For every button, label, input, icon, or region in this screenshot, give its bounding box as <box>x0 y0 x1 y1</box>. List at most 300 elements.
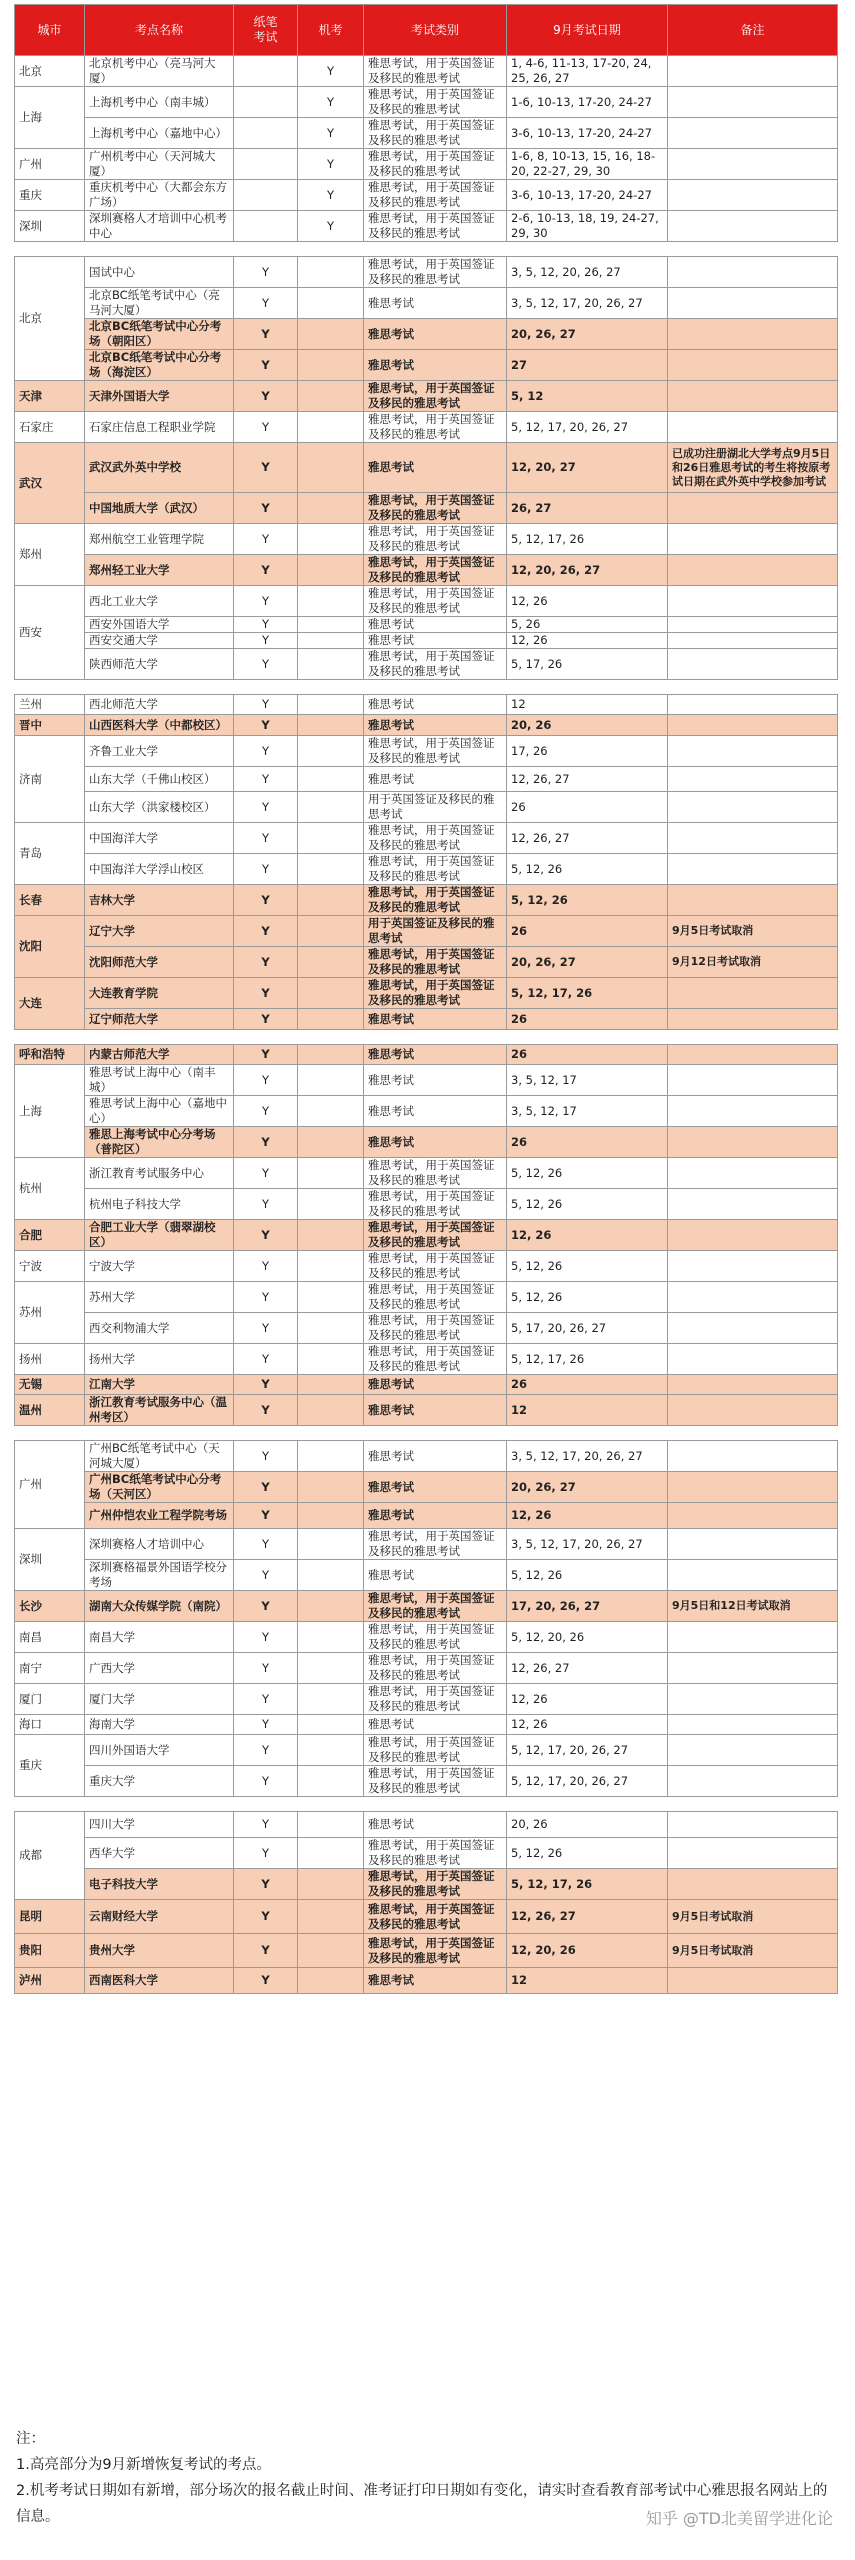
paper-cell: Y <box>234 443 298 493</box>
note-cell <box>668 1684 838 1715</box>
venue-cell: 西华大学 <box>85 1838 234 1869</box>
venue-cell: 浙江教育考试服务中心（温州考区） <box>85 1395 234 1426</box>
computer-cell <box>298 978 364 1009</box>
computer-cell: Y <box>298 180 364 211</box>
note-cell <box>668 1096 838 1127</box>
table-row <box>15 1622 838 1653</box>
city-cell: 西安 <box>15 586 85 680</box>
venue-cell: 西北师范大学 <box>85 695 234 715</box>
city-cell: 石家庄 <box>15 412 85 443</box>
type-cell: 雅思考试，用于英国签证及移民的雅思考试 <box>364 1934 507 1968</box>
note-cell <box>668 854 838 885</box>
note-cell <box>668 1838 838 1869</box>
computer-cell <box>298 1934 364 1968</box>
type-cell: 雅思考试 <box>364 1395 507 1426</box>
computer-cell <box>298 1344 364 1375</box>
dates-cell: 5, 12, 26 <box>507 1838 668 1869</box>
computer-cell <box>298 1766 364 1797</box>
type-cell: 雅思考试，用于英国签证及移民的雅思考试 <box>364 1900 507 1934</box>
computer-cell <box>298 715 364 736</box>
venue-cell: 中国地质大学（武汉） <box>85 493 234 524</box>
type-cell: 雅思考试，用于英国签证及移民的雅思考试 <box>364 1313 507 1344</box>
dates-cell: 5, 17, 20, 26, 27 <box>507 1313 668 1344</box>
header-note: 备注 <box>668 5 838 56</box>
note-cell <box>668 1715 838 1735</box>
table-row <box>15 767 838 792</box>
city-cell: 重庆 <box>15 180 85 211</box>
header-city: 城市 <box>15 5 85 56</box>
paper-cell: Y <box>234 854 298 885</box>
computer-cell: Y <box>298 211 364 242</box>
venue-cell: 齐鲁工业大学 <box>85 736 234 767</box>
venue-cell: 上海机考中心（南丰城） <box>85 87 234 118</box>
note-cell <box>668 555 838 586</box>
computer-cell <box>298 1158 364 1189</box>
paper-cell: Y <box>234 1344 298 1375</box>
paper-cell: Y <box>234 1189 298 1220</box>
venue-cell: 雅思考试上海中心（嘉地中心） <box>85 1096 234 1127</box>
table-row <box>15 493 838 524</box>
computer-cell <box>298 350 364 381</box>
table-row <box>15 649 838 680</box>
city-cell: 苏州 <box>15 1282 85 1344</box>
dates-cell: 26 <box>507 916 668 947</box>
table-row <box>15 978 838 1009</box>
venue-cell: 郑州轻工业大学 <box>85 555 234 586</box>
type-cell: 雅思考试，用于英国签证及移民的雅思考试 <box>364 1158 507 1189</box>
computer-cell <box>298 1009 364 1030</box>
note-cell <box>668 149 838 180</box>
venue-cell: 沈阳师范大学 <box>85 947 234 978</box>
type-cell: 雅思考试 <box>364 1009 507 1030</box>
venue-cell: 上海机考中心（嘉地中心） <box>85 118 234 149</box>
paper-cell: Y <box>234 1313 298 1344</box>
table-header <box>15 5 838 56</box>
note-cell <box>668 180 838 211</box>
venue-cell: 武汉武外英中学校 <box>85 443 234 493</box>
type-cell: 雅思考试 <box>364 1968 507 1994</box>
type-cell: 雅思考试，用于英国签证及移民的雅思考试 <box>364 978 507 1009</box>
venue-cell: 宁波大学 <box>85 1251 234 1282</box>
dates-cell: 1-6, 8, 10-13, 15, 16, 18-20, 22-27, 29, 30 <box>507 149 668 180</box>
computer-cell <box>298 319 364 350</box>
table-row <box>15 695 838 715</box>
note-cell <box>668 1622 838 1653</box>
paper-cell: Y <box>234 736 298 767</box>
venue-cell: 郑州航空工业管理学院 <box>85 524 234 555</box>
dates-cell: 12, 26, 27 <box>507 1653 668 1684</box>
type-cell: 雅思考试，用于英国签证及移民的雅思考试 <box>364 180 507 211</box>
table-row <box>15 56 838 87</box>
city-cell: 长沙 <box>15 1591 85 1622</box>
type-cell: 雅思考试，用于英国签证及移民的雅思考试 <box>364 87 507 118</box>
dates-cell: 3, 5, 12, 17, 20, 26, 27 <box>507 288 668 319</box>
table-row <box>15 288 838 319</box>
city-cell: 泸州 <box>15 1968 85 1994</box>
dates-cell: 12, 26, 27 <box>507 767 668 792</box>
venue-cell: 内蒙古师范大学 <box>85 1045 234 1065</box>
note-cell <box>668 1009 838 1030</box>
dates-cell: 12, 26 <box>507 586 668 617</box>
type-cell: 雅思考试，用于英国签证及移民的雅思考试 <box>364 1529 507 1560</box>
dates-cell: 17, 26 <box>507 736 668 767</box>
venue-cell: 合肥工业大学（翡翠湖校区） <box>85 1220 234 1251</box>
paper-cell <box>234 180 298 211</box>
computer-cell <box>298 493 364 524</box>
city-cell: 上海 <box>15 1065 85 1158</box>
type-cell: 雅思考试，用于英国签证及移民的雅思考试 <box>364 1653 507 1684</box>
computer-cell <box>298 1560 364 1591</box>
type-cell: 雅思考试 <box>364 1065 507 1096</box>
paper-cell: Y <box>234 1869 298 1900</box>
table-row <box>15 180 838 211</box>
note-cell: 9月12日考试取消 <box>668 947 838 978</box>
type-cell: 雅思考试 <box>364 1560 507 1591</box>
paper-cell: Y <box>234 1009 298 1030</box>
type-cell: 雅思考试 <box>364 1503 507 1529</box>
note-cell <box>668 649 838 680</box>
city-cell: 呼和浩特 <box>15 1045 85 1065</box>
paper-cell: Y <box>234 1934 298 1968</box>
type-cell: 雅思考试，用于英国签证及移民的雅思考试 <box>364 118 507 149</box>
type-cell: 雅思考试 <box>364 350 507 381</box>
city-cell: 深圳 <box>15 1529 85 1591</box>
computer-cell <box>298 1591 364 1622</box>
dates-cell: 12, 26 <box>507 1503 668 1529</box>
dates-cell: 12, 26 <box>507 1684 668 1715</box>
paper-cell: Y <box>234 555 298 586</box>
note-cell <box>668 381 838 412</box>
computer-cell <box>298 916 364 947</box>
venue-cell: 大连教育学院 <box>85 978 234 1009</box>
computer-cell <box>298 1189 364 1220</box>
paper-cell: Y <box>234 493 298 524</box>
dates-cell: 12 <box>507 1968 668 1994</box>
computer-cell <box>298 555 364 586</box>
venue-cell: 西安外国语大学 <box>85 617 234 633</box>
venue-cell: 广州机考中心（天河城大厦） <box>85 149 234 180</box>
paper-cell <box>234 211 298 242</box>
note-cell <box>668 978 838 1009</box>
table-row <box>15 1715 838 1735</box>
city-cell: 昆明 <box>15 1900 85 1934</box>
venue-cell: 重庆机考中心（大都会东方广场） <box>85 180 234 211</box>
paper-cell: Y <box>234 715 298 736</box>
city-cell: 兰州 <box>15 695 85 715</box>
dates-cell: 5, 12, 20, 26 <box>507 1622 668 1653</box>
city-cell: 扬州 <box>15 1344 85 1375</box>
paper-cell: Y <box>234 1968 298 1994</box>
venue-cell: 四川外国语大学 <box>85 1735 234 1766</box>
type-cell: 雅思考试 <box>364 617 507 633</box>
type-cell: 雅思考试 <box>364 1812 507 1838</box>
dates-cell: 5, 12, 26 <box>507 1189 668 1220</box>
venue-cell: 深圳赛格人才培训中心 <box>85 1529 234 1560</box>
city-cell: 广州 <box>15 149 85 180</box>
table-row <box>15 586 838 617</box>
table-row <box>15 885 838 916</box>
table-row <box>15 736 838 767</box>
type-cell: 雅思考试，用于英国签证及移民的雅思考试 <box>364 555 507 586</box>
exam-schedule <box>14 4 837 1994</box>
computer-cell: Y <box>298 87 364 118</box>
type-cell: 雅思考试 <box>364 1441 507 1472</box>
table-row <box>15 257 838 288</box>
table-row <box>15 1375 838 1395</box>
dates-cell: 20, 26 <box>507 715 668 736</box>
dates-cell: 26 <box>507 1009 668 1030</box>
table-row <box>15 916 838 947</box>
paper-cell: Y <box>234 257 298 288</box>
type-cell: 雅思考试，用于英国签证及移民的雅思考试 <box>364 736 507 767</box>
venue-cell: 西交利物浦大学 <box>85 1313 234 1344</box>
table-row <box>15 1529 838 1560</box>
note-cell <box>668 885 838 916</box>
dates-cell: 12, 26 <box>507 1715 668 1735</box>
type-cell: 雅思考试 <box>364 1715 507 1735</box>
note-cell: 9月5日考试取消 <box>668 1900 838 1934</box>
type-cell: 雅思考试 <box>364 1127 507 1158</box>
note-cell <box>668 715 838 736</box>
paper-cell: Y <box>234 1503 298 1529</box>
computer-cell <box>298 1441 364 1472</box>
paper-cell: Y <box>234 1766 298 1797</box>
paper-cell: Y <box>234 1045 298 1065</box>
type-cell: 雅思考试 <box>364 1096 507 1127</box>
city-cell: 广州 <box>15 1441 85 1529</box>
type-cell: 雅思考试，用于英国签证及移民的雅思考试 <box>364 381 507 412</box>
venue-cell: 中国海洋大学 <box>85 823 234 854</box>
computer-cell <box>298 1812 364 1838</box>
paper-cell: Y <box>234 1375 298 1395</box>
note-cell: 9月5日考试取消 <box>668 1934 838 1968</box>
venue-cell: 北京机考中心（亮马河大厦） <box>85 56 234 87</box>
venue-cell: 深圳赛格人才培训中心机考中心 <box>85 211 234 242</box>
paper-cell: Y <box>234 350 298 381</box>
computer-cell <box>298 1838 364 1869</box>
dates-cell: 5, 12, 17, 26 <box>507 524 668 555</box>
paper-cell: Y <box>234 1096 298 1127</box>
city-cell: 沈阳 <box>15 916 85 978</box>
note-cell <box>668 288 838 319</box>
venue-cell: 西安交通大学 <box>85 633 234 649</box>
venue-cell: 国试中心 <box>85 257 234 288</box>
dates-cell: 5, 12, 17, 20, 26, 27 <box>507 412 668 443</box>
city-cell: 厦门 <box>15 1684 85 1715</box>
computer-cell <box>298 1313 364 1344</box>
note-cell <box>668 617 838 633</box>
computer-cell <box>298 1869 364 1900</box>
computer-cell <box>298 443 364 493</box>
city-cell: 温州 <box>15 1395 85 1426</box>
table-row <box>15 412 838 443</box>
dates-cell: 12 <box>507 695 668 715</box>
type-cell: 雅思考试，用于英国签证及移民的雅思考试 <box>364 1251 507 1282</box>
table-row <box>15 1735 838 1766</box>
paper-cell: Y <box>234 1065 298 1096</box>
computer-cell <box>298 823 364 854</box>
type-cell: 雅思考试，用于英国签证及移民的雅思考试 <box>364 586 507 617</box>
paper-cell: Y <box>234 1838 298 1869</box>
note-cell <box>668 118 838 149</box>
paper-cell: Y <box>234 1395 298 1426</box>
paper-cell: Y <box>234 1653 298 1684</box>
dates-cell: 5, 12, 26 <box>507 1282 668 1313</box>
venue-cell: 北京BC纸笔考试中心分考场（朝阳区） <box>85 319 234 350</box>
venue-cell: 山西医科大学（中都校区） <box>85 715 234 736</box>
note-cell <box>668 586 838 617</box>
note-cell <box>668 736 838 767</box>
dates-cell: 12 <box>507 1395 668 1426</box>
paper-cell: Y <box>234 617 298 633</box>
section-gap <box>15 1426 838 1441</box>
paper-cell: Y <box>234 1127 298 1158</box>
city-cell: 宁波 <box>15 1251 85 1282</box>
dates-cell: 20, 26 <box>507 1812 668 1838</box>
city-cell: 成都 <box>15 1812 85 1900</box>
dates-cell: 5, 12, 17, 26 <box>507 1344 668 1375</box>
type-cell: 雅思考试，用于英国签证及移民的雅思考试 <box>364 1282 507 1313</box>
schedule-table <box>14 4 838 1994</box>
dates-cell: 1-6, 10-13, 17-20, 24-27 <box>507 87 668 118</box>
paper-cell: Y <box>234 947 298 978</box>
dates-cell: 12, 20, 26 <box>507 1934 668 1968</box>
dates-cell: 5, 12, 17, 26 <box>507 1869 668 1900</box>
dates-cell: 26 <box>507 1127 668 1158</box>
table-row <box>15 715 838 736</box>
venue-cell: 四川大学 <box>85 1812 234 1838</box>
notes-line-2: 2.机考考试日期如有新增，部分场次的报名截止时间、准考证打印日期如有变化，请实时查看教育部考试中心雅思报名网站上的信息。 <box>16 2483 828 2525</box>
table-row <box>15 1395 838 1426</box>
table-row <box>15 1934 838 1968</box>
table-row <box>15 823 838 854</box>
dates-cell: 20, 26, 27 <box>507 319 668 350</box>
venue-cell: 广州BC纸笔考试中心（天河城大厦） <box>85 1441 234 1472</box>
computer-cell <box>298 1684 364 1715</box>
note-cell: 已成功注册湖北大学考点9月5日和26日雅思考试的考生将按原考试日期在武外英中学校参加考试 <box>668 443 838 493</box>
note-cell <box>668 1344 838 1375</box>
note-cell <box>668 1065 838 1096</box>
dates-cell: 3-6, 10-13, 17-20, 24-27 <box>507 118 668 149</box>
paper-cell: Y <box>234 1812 298 1838</box>
note-cell <box>668 257 838 288</box>
computer-cell <box>298 1900 364 1934</box>
note-cell <box>668 524 838 555</box>
note-cell <box>668 1313 838 1344</box>
computer-cell <box>298 1653 364 1684</box>
table-row <box>15 1653 838 1684</box>
venue-cell: 杭州电子科技大学 <box>85 1189 234 1220</box>
computer-cell <box>298 1735 364 1766</box>
note-cell <box>668 1220 838 1251</box>
computer-cell <box>298 586 364 617</box>
type-cell: 雅思考试，用于英国签证及移民的雅思考试 <box>364 412 507 443</box>
paper-cell: Y <box>234 1622 298 1653</box>
note-cell <box>668 1045 838 1065</box>
venue-cell: 中国海洋大学浮山校区 <box>85 854 234 885</box>
paper-cell: Y <box>234 695 298 715</box>
note-cell <box>668 56 838 87</box>
dates-cell: 12, 20, 27 <box>507 443 668 493</box>
note-cell <box>668 1441 838 1472</box>
venue-cell: 雅思上海考试中心分考场（普陀区） <box>85 1127 234 1158</box>
city-cell: 上海 <box>15 87 85 149</box>
table-row <box>15 1096 838 1127</box>
table-row <box>15 1766 838 1797</box>
dates-cell: 5, 12, 26 <box>507 1560 668 1591</box>
paper-cell: Y <box>234 586 298 617</box>
venue-cell: 云南财经大学 <box>85 1900 234 1934</box>
city-cell: 海口 <box>15 1715 85 1735</box>
venue-cell: 湖南大众传媒学院（南院） <box>85 1591 234 1622</box>
venue-cell: 辽宁师范大学 <box>85 1009 234 1030</box>
table-row <box>15 947 838 978</box>
computer-cell <box>298 1529 364 1560</box>
venue-cell: 北京BC纸笔考试中心分考场（海淀区） <box>85 350 234 381</box>
table-row <box>15 1158 838 1189</box>
notes-title: 注： <box>16 2431 45 2447</box>
table-row <box>15 1900 838 1934</box>
computer-cell <box>298 792 364 823</box>
note-cell <box>668 1395 838 1426</box>
venue-cell: 山东大学（千佛山校区） <box>85 767 234 792</box>
note-cell <box>668 823 838 854</box>
paper-cell: Y <box>234 1220 298 1251</box>
paper-cell: Y <box>234 885 298 916</box>
table-row <box>15 1220 838 1251</box>
city-cell: 大连 <box>15 978 85 1030</box>
computer-cell <box>298 767 364 792</box>
venue-cell: 深圳赛格福景外国语学校分考场 <box>85 1560 234 1591</box>
computer-cell <box>298 1065 364 1096</box>
note-cell <box>668 1869 838 1900</box>
computer-cell <box>298 1472 364 1503</box>
table-row <box>15 1838 838 1869</box>
computer-cell <box>298 633 364 649</box>
type-cell: 雅思考试，用于英国签证及移民的雅思考试 <box>364 257 507 288</box>
paper-cell: Y <box>234 1441 298 1472</box>
paper-cell: Y <box>234 649 298 680</box>
venue-cell: 广州BC纸笔考试中心分考场（天河区） <box>85 1472 234 1503</box>
city-cell: 济南 <box>15 736 85 823</box>
note-cell: 9月5日和12日考试取消 <box>668 1591 838 1622</box>
header-venue: 考点名称 <box>85 5 234 56</box>
dates-cell: 17, 20, 26, 27 <box>507 1591 668 1622</box>
type-cell: 用于英国签证及移民的雅思考试 <box>364 792 507 823</box>
type-cell: 雅思考试 <box>364 695 507 715</box>
table-row <box>15 87 838 118</box>
paper-cell: Y <box>234 1735 298 1766</box>
table-body <box>15 56 838 1994</box>
table-row <box>15 1968 838 1994</box>
table-row <box>15 149 838 180</box>
type-cell: 雅思考试 <box>364 715 507 736</box>
dates-cell: 26 <box>507 1375 668 1395</box>
type-cell: 雅思考试，用于英国签证及移民的雅思考试 <box>364 947 507 978</box>
type-cell: 雅思考试，用于英国签证及移民的雅思考试 <box>364 1622 507 1653</box>
table-row <box>15 1344 838 1375</box>
dates-cell: 20, 26, 27 <box>507 1472 668 1503</box>
table-row <box>15 443 838 493</box>
computer-cell: Y <box>298 56 364 87</box>
table-row <box>15 1127 838 1158</box>
header-type: 考试类别 <box>364 5 507 56</box>
table-row <box>15 118 838 149</box>
city-cell: 青岛 <box>15 823 85 885</box>
table-row <box>15 633 838 649</box>
note-cell <box>668 1735 838 1766</box>
note-cell <box>668 1127 838 1158</box>
